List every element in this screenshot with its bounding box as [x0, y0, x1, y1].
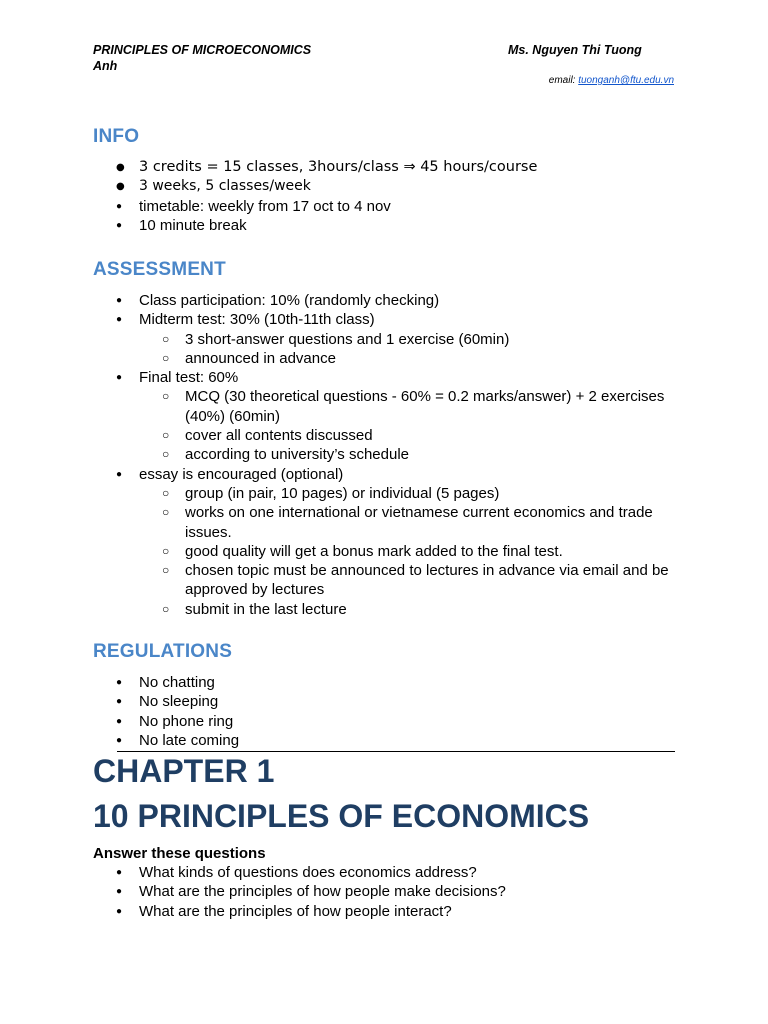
questions-list	[93, 863, 693, 921]
sub-list-item: ○ works on one international or vietnamese current economics and trade issues.	[139, 503, 683, 542]
chapter-number: CHAPTER 1	[93, 753, 275, 789]
sub-list-item: ○ according to university’s schedule	[139, 445, 683, 464]
assessment-heading: ASSESSMENT	[93, 259, 226, 280]
sub-list	[139, 330, 683, 369]
sub-list-item: ○ cover all contents discussed	[139, 426, 683, 445]
list-item: ● No phone ring	[93, 712, 693, 731]
list-item: ● What kinds of questions does economics address?	[93, 863, 693, 882]
horizontal-rule	[117, 751, 675, 752]
questions-prompt: Answer these questions	[93, 845, 266, 862]
email-label: email:	[548, 75, 579, 86]
list-item: ● No chatting	[93, 673, 693, 692]
list-item	[93, 368, 683, 464]
list-item: ● 3 weeks, 5 classes/week	[93, 177, 693, 196]
author-name: Ms. Nguyen Thi Tuong	[508, 43, 642, 57]
sub-list-item: ○ announced in advance	[139, 349, 683, 368]
list-item-text: Final test: 60%	[139, 369, 239, 387]
assessment-list	[93, 291, 683, 619]
list-item: ● No sleeping	[93, 692, 693, 711]
list-item	[93, 310, 683, 368]
sub-list-item: ○ submit in the last lecture	[139, 600, 683, 619]
chapter-title: 10 PRINCIPLES OF ECONOMICS	[93, 798, 590, 834]
sub-list	[139, 484, 683, 619]
sub-list-item: ○ group (in pair, 10 pages) or individual (5 pages)	[139, 484, 683, 503]
list-item: ● timetable: weekly from 17 oct to 4 nov	[93, 197, 693, 216]
sub-list-item: ○ chosen topic must be announced to lectures in advance via email and be approved by lectures	[139, 561, 683, 600]
regulations-heading: REGULATIONS	[93, 641, 233, 662]
sub-list-item: ○ MCQ (30 theoretical questions - 60% = 0.2 marks/answer) + 2 exercises (40%) (60min)	[139, 387, 683, 426]
sub-list-item: ○ 3 short-answer questions and 1 exercise (60min)	[139, 330, 683, 349]
course-title: PRINCIPLES OF MICROECONOMICS	[93, 43, 312, 57]
list-item: ● What are the principles of how people interact?	[93, 902, 693, 921]
info-list	[93, 158, 693, 235]
list-item: ● 3 credits = 15 classes, 3hours/class ⇒ 45 hours/course	[93, 158, 693, 177]
info-heading: INFO	[93, 126, 140, 147]
list-item-text: Class participation: 10% (randomly checking)	[139, 292, 440, 309]
list-item: ● What are the principles of how people make decisions?	[93, 882, 693, 901]
sub-list-item: ○ good quality will get a bonus mark added to the final test.	[139, 542, 683, 561]
sub-list	[139, 387, 683, 464]
email-line	[549, 75, 674, 86]
list-item-text: Midterm test: 30% (10th-11th class)	[139, 311, 375, 329]
list-item: ● No late coming	[93, 731, 693, 750]
regulations-list	[93, 673, 693, 750]
author-name-continued: Anh	[93, 59, 118, 73]
list-item-text: essay is encouraged (optional)	[139, 465, 344, 483]
list-item	[93, 465, 683, 619]
email-link[interactable]: tuonganh@ftu.edu.vn	[578, 75, 674, 86]
list-item	[93, 291, 683, 310]
list-item: ● 10 minute break	[93, 216, 693, 235]
